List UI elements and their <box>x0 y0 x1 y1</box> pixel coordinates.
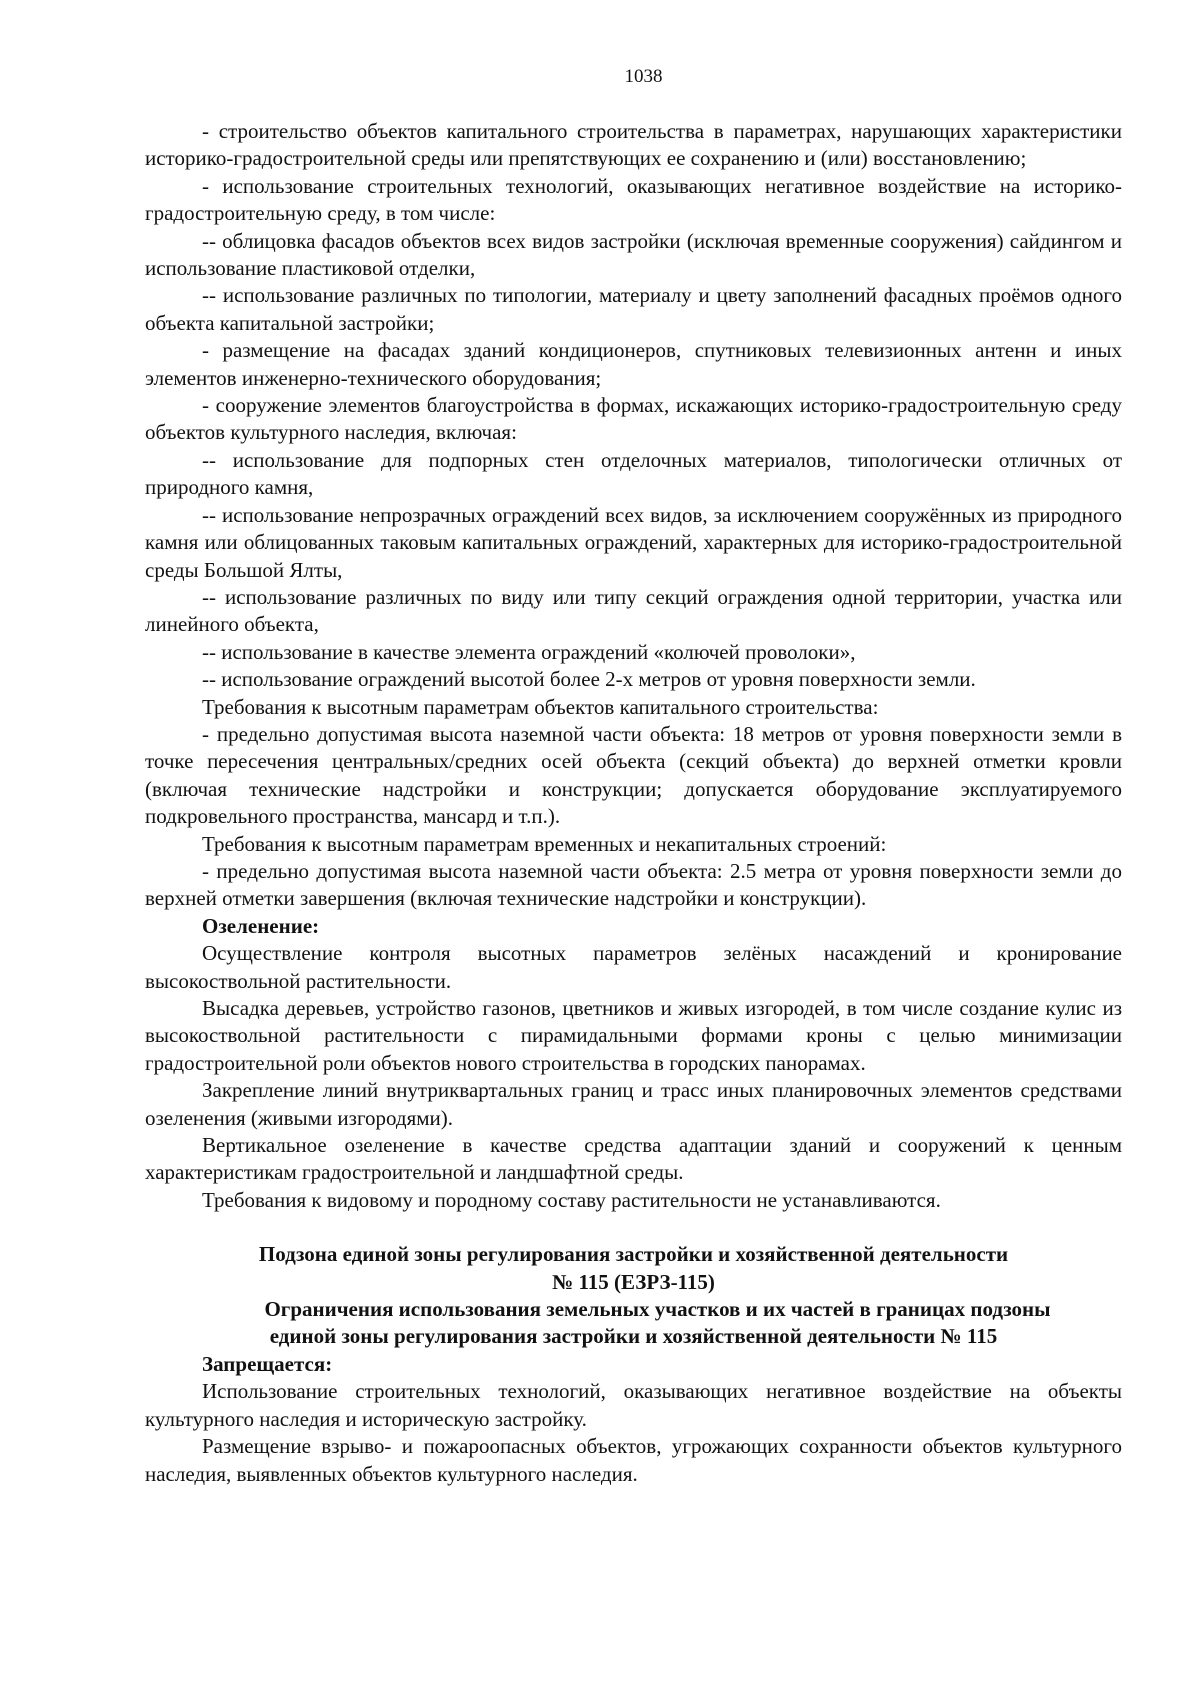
paragraph: - предельно допустимая высота наземной части объекта: 2.5 метра от уровня поверхности земли до верхней отметки завершения (включая технические надстройки и конструкции). <box>145 858 1122 911</box>
paragraph: -- использование различных по виду или типу секций ограждения одной территории, участка или линейного объекта, <box>145 584 1122 637</box>
restrictions-title-line-1: Ограничения использования земельных участков и их частей в границах подзоны <box>264 1297 1051 1322</box>
paragraph: -- использование для подпорных стен отделочных материалов, типологически отличных от природного камня, <box>145 447 1122 500</box>
paragraph: -- использование в качестве элемента ограждений «колючей проволоки», <box>202 639 856 664</box>
paragraph: Высадка деревьев, устройство газонов, цветников и живых изгородей, в том числе создание кулис из высокоствольной растительности с пирамидальными формами кроны с целью минимизации градостроительной роли объектов нового строительства в городских панорамах. <box>145 996 1122 1075</box>
paragraph: Закрепление линий внутриквартальных границ и трасс иных планировочных элементов средствами озеленения (живыми изгородями). <box>145 1078 1122 1130</box>
restrictions-title-line-2: единой зоны регулирования застройки и хозяйственной деятельности № 115 <box>269 1324 998 1349</box>
document-body <box>145 118 1122 1488</box>
subzone-title-line-1: Подзона единой зоны регулирования застройки и хозяйственной деятельности <box>258 1242 1009 1267</box>
paragraph: - сооружение элементов благоустройства в формах, искажающих историко-градостроительную среду объектов культурного наследия, включая: <box>145 393 1122 445</box>
paragraph: - предельно допустимая высота наземной части объекта: 18 метров от уровня поверхности земли в точке пересечения центральных/средних осей объекта (секций объекта) до верхней отметки кровли (включая технические надстройки и конструкции; допускается оборудование эксплуатируемого подкровельного пространства, мансард и т.п.). <box>145 721 1122 829</box>
paragraph: Размещение взрыво- и пожароопасных объектов, угрожающих сохранности объектов культурного наследия, выявленных объектов культурного наследия. <box>145 1434 1122 1486</box>
paragraph: Использование строительных технологий, оказывающих негативное воздействие на объекты культурного наследия и историческую застройку. <box>145 1379 1122 1431</box>
section-spacer <box>145 1214 1122 1241</box>
paragraph: - размещение на фасадах зданий кондиционеров, спутниковых телевизионных антенн и иных элементов инженерно-технического оборудования; <box>145 338 1122 390</box>
paragraph: Требования к высотным параметрам временных и некапитальных строений: <box>202 831 887 856</box>
prohibited-heading: Запрещается: <box>202 1351 333 1376</box>
paragraph: -- облицовка фасадов объектов всех видов застройки (исключая временные сооружения) сайдингом и использование пластиковой отделки, <box>145 228 1122 281</box>
paragraph: Вертикальное озеленение в качестве средства адаптации зданий и сооружений к ценным характеристикам градостроительной и ландшафтной среды. <box>145 1133 1122 1185</box>
paragraph: -- использование непрозрачных ограждений всех видов, за исключением сооружённых из природного камня или облицованных таковым капитальных ограждений, характерных для историко-градостроительной среды Большой Ялты, <box>145 502 1122 582</box>
paragraph: -- использование ограждений высотой более 2-х метров от уровня поверхности земли. <box>202 667 976 692</box>
paragraph: -- использование различных по типологии, материалу и цвету заполнений фасадных проёмов одного объекта капитальной застройки; <box>145 283 1122 335</box>
paragraph: - строительство объектов капитального строительства в параметрах, нарушающих характеристики историко-градостроительной среды или препятствующих ее сохранению и (или) восстановлению; <box>145 119 1122 171</box>
paragraph: Требования к видовому и породному составу растительности не устанавливаются. <box>202 1187 941 1212</box>
paragraph: - использование строительных технологий, оказывающих негативное воздействие на историко-градостроительную среду, в том числе: <box>145 173 1122 226</box>
paragraph: Осуществление контроля высотных параметров зелёных насаждений и кронирование высокоствольной растительности. <box>145 941 1122 993</box>
subzone-title-line-2: № 115 (ЕЗРЗ-115) <box>552 1269 715 1294</box>
greening-heading: Озеленение: <box>202 913 320 938</box>
paragraph: Требования к высотным параметрам объектов капитального строительства: <box>202 694 879 719</box>
page-number: 1038 <box>624 66 663 87</box>
